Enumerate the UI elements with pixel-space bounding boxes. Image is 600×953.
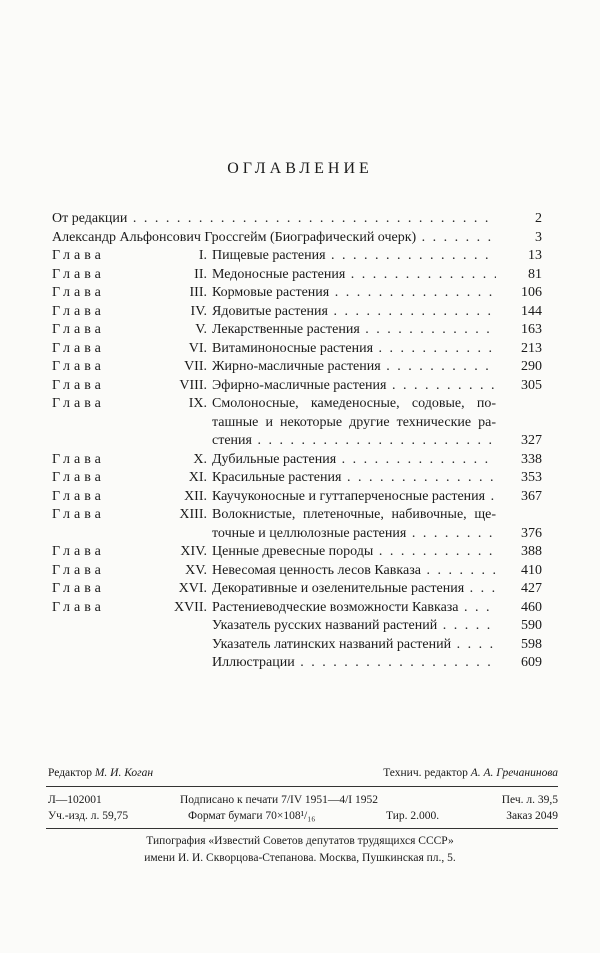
toc-entry-title: Эфирно-масличные растения . . .	[212, 377, 496, 396]
toc-row	[52, 377, 542, 396]
chapter-label: Глава	[52, 248, 105, 263]
toc-entry-title: Ценные древесные породы . . .	[212, 543, 496, 562]
toc-row	[52, 247, 542, 266]
page-number: 106	[521, 285, 542, 300]
page-number: 609	[521, 655, 542, 670]
chapter-label: Глава	[52, 340, 105, 356]
page-number: 81	[528, 266, 542, 282]
chapter-number: X.	[193, 451, 207, 467]
chapter-number: XIII.	[179, 507, 207, 522]
chapter-label: Глава	[52, 285, 105, 300]
toc-row	[52, 543, 542, 562]
toc-entry-title: Волокнистые, плетеночные, набивочные, ще-	[212, 507, 496, 522]
chapter-number: IV.	[190, 303, 207, 319]
imprint-signed: Подписано к печати 7/IV 1951—4/I 1952	[180, 794, 378, 806]
toc-entry-title: От редакции . . .	[52, 210, 496, 229]
chapter-label: Глава	[52, 396, 105, 411]
printing-house-line: Типография «Известий Советов депутатов трудящихся СССР»	[146, 835, 454, 847]
toc-row	[52, 469, 542, 488]
tech-editor-line	[383, 765, 558, 781]
chapter-number: VII.	[184, 359, 207, 374]
chapter-number: IX.	[188, 396, 207, 411]
chapter-label: Глава	[52, 266, 105, 282]
toc-row	[52, 451, 542, 470]
chapter-label: Глава	[52, 488, 105, 504]
toc-entry-title: Указатель русских названий растений . . .	[212, 617, 496, 636]
page-number: 427	[521, 581, 542, 596]
toc-entry-title: Медоносные растения . . .	[212, 266, 496, 285]
toc-row	[52, 358, 542, 377]
toc-row	[52, 636, 542, 655]
imprint-print-run: Тир. 2.000.	[386, 810, 440, 822]
page-number: 213	[521, 340, 542, 356]
toc-entry-title: Ядовитые растения . . .	[212, 303, 496, 322]
toc-row	[52, 617, 542, 636]
chapter-label: Глава	[52, 451, 105, 467]
chapter-number: XV.	[185, 562, 207, 578]
chapter-label: Глава	[52, 359, 105, 374]
divider	[46, 786, 558, 787]
toc-entry-title: Витаминоносные растения . . .	[212, 340, 496, 359]
toc-entry-title: Красильные растения . . .	[212, 469, 496, 488]
page-number: 388	[521, 544, 542, 559]
toc-entry-title: Кормовые растения . . .	[212, 284, 496, 303]
page-number: 3	[535, 229, 542, 245]
toc-row	[52, 395, 542, 414]
page-number: 13	[528, 248, 542, 263]
toc-entry-title: Жирно-масличные растения . . .	[212, 358, 496, 377]
toc-entry-title: точные и целлюлозные растения . . .	[212, 525, 496, 544]
toc-row	[52, 654, 542, 673]
chapter-label: Глава	[52, 507, 105, 522]
toc-entry-title: Каучуконосные и гуттаперченосные растения . . .	[212, 488, 496, 507]
toc-entry-title: Декоративные и озеленительные растения . . .	[212, 580, 496, 599]
toc-row	[52, 340, 542, 359]
toc-row	[52, 488, 542, 507]
toc-entry-title: Лекарственные растения . . .	[212, 321, 496, 340]
page-number: 305	[521, 377, 542, 393]
chapter-number: XI.	[188, 470, 207, 485]
chapter-number: V.	[195, 322, 207, 337]
chapter-number: VIII.	[179, 377, 207, 393]
imprint-print-sheets: Печ. л. 39,5	[501, 794, 558, 806]
chapter-number: I.	[198, 248, 207, 263]
tech-editor-label: Технич. редактор	[383, 767, 468, 779]
toc-entry-title: Указатель латинских названий растений . . .	[212, 636, 496, 655]
toc-entry-title: Смолоносные, камеденосные, содовые, по-	[212, 396, 496, 411]
editor-line	[48, 765, 153, 781]
toc-entry-title: Невесомая ценность лесов Кавказа . . .	[212, 562, 496, 581]
toc-row	[52, 229, 542, 248]
toc-entry-title: Пищевые растения . . .	[212, 247, 496, 266]
toc-entry-title: Растениеводческие возможности Кавказа . . .	[212, 599, 496, 618]
toc-entry-title: Александр Альфонсович Гроссгейм (Биографический очерк) . . .	[52, 229, 496, 248]
chapter-number: XVI.	[178, 581, 207, 596]
page-number: 410	[521, 562, 542, 578]
page-number: 353	[521, 470, 542, 485]
page-number: 376	[521, 525, 542, 541]
chapter-number: II.	[194, 266, 207, 282]
chapter-label: Глава	[52, 562, 105, 578]
toc-row	[52, 506, 542, 525]
toc-row	[52, 210, 542, 229]
chapter-number: XVII.	[173, 599, 207, 615]
imprint-order: Заказ 2049	[506, 810, 558, 822]
chapter-label: Глава	[52, 544, 105, 559]
chapter-number: XII.	[184, 488, 207, 504]
page-number: 2	[535, 211, 542, 226]
toc-row	[52, 414, 542, 433]
page-number: 144	[521, 303, 542, 319]
table-of-contents	[52, 210, 542, 673]
chapter-number: XIV.	[180, 544, 207, 559]
printing-house-line: имени И. И. Скворцова-Степанова. Москва, Пушкинская пл., 5.	[144, 852, 456, 864]
editor-name: М. И. Коган	[94, 767, 154, 779]
page-number: 598	[521, 636, 542, 652]
toc-row	[52, 580, 542, 599]
toc-entry-title: стения . . .	[212, 432, 496, 451]
editor-label: Редактор	[48, 767, 92, 779]
page-title: ОГЛАВЛЕНИЕ	[227, 160, 373, 177]
chapter-number: III.	[189, 285, 207, 300]
toc-row	[52, 432, 542, 451]
page-number: 163	[521, 322, 542, 337]
page-number: 590	[521, 618, 542, 633]
page-number: 367	[521, 488, 542, 504]
chapter-label: Глава	[52, 470, 105, 485]
page-number: 460	[521, 599, 542, 615]
toc-row	[52, 562, 542, 581]
page-number: 327	[521, 433, 542, 448]
imprint-edit-sheets: Уч.-изд. л. 59,75	[48, 810, 129, 822]
toc-entry-title: Дубильные растения . . .	[212, 451, 496, 470]
toc-row	[52, 266, 542, 285]
toc-entry-title: ташные и некоторые другие технические ра-	[212, 414, 496, 430]
divider	[46, 828, 558, 829]
page-number: 338	[521, 451, 542, 467]
toc-row	[52, 525, 542, 544]
chapter-label: Глава	[52, 377, 105, 393]
toc-row	[52, 303, 542, 322]
toc-entry-title: Иллюстрации . . .	[212, 654, 496, 673]
chapter-label: Глава	[52, 581, 105, 596]
imprint-format: Формат бумаги 70×108¹/₁₆	[188, 810, 316, 822]
toc-row	[52, 599, 542, 618]
printing-house	[0, 833, 600, 867]
chapter-label: Глава	[52, 303, 105, 319]
imprint-code: Л—102001	[48, 794, 102, 806]
tech-editor-name: А. А. Гречанинова	[470, 767, 558, 779]
imprint-details	[48, 792, 558, 824]
chapter-number: VI.	[188, 340, 207, 356]
imprint-editors	[48, 765, 558, 781]
chapter-label: Глава	[52, 599, 105, 615]
toc-row	[52, 284, 542, 303]
toc-row	[52, 321, 542, 340]
chapter-label: Глава	[52, 322, 105, 337]
page-number: 290	[521, 359, 542, 374]
